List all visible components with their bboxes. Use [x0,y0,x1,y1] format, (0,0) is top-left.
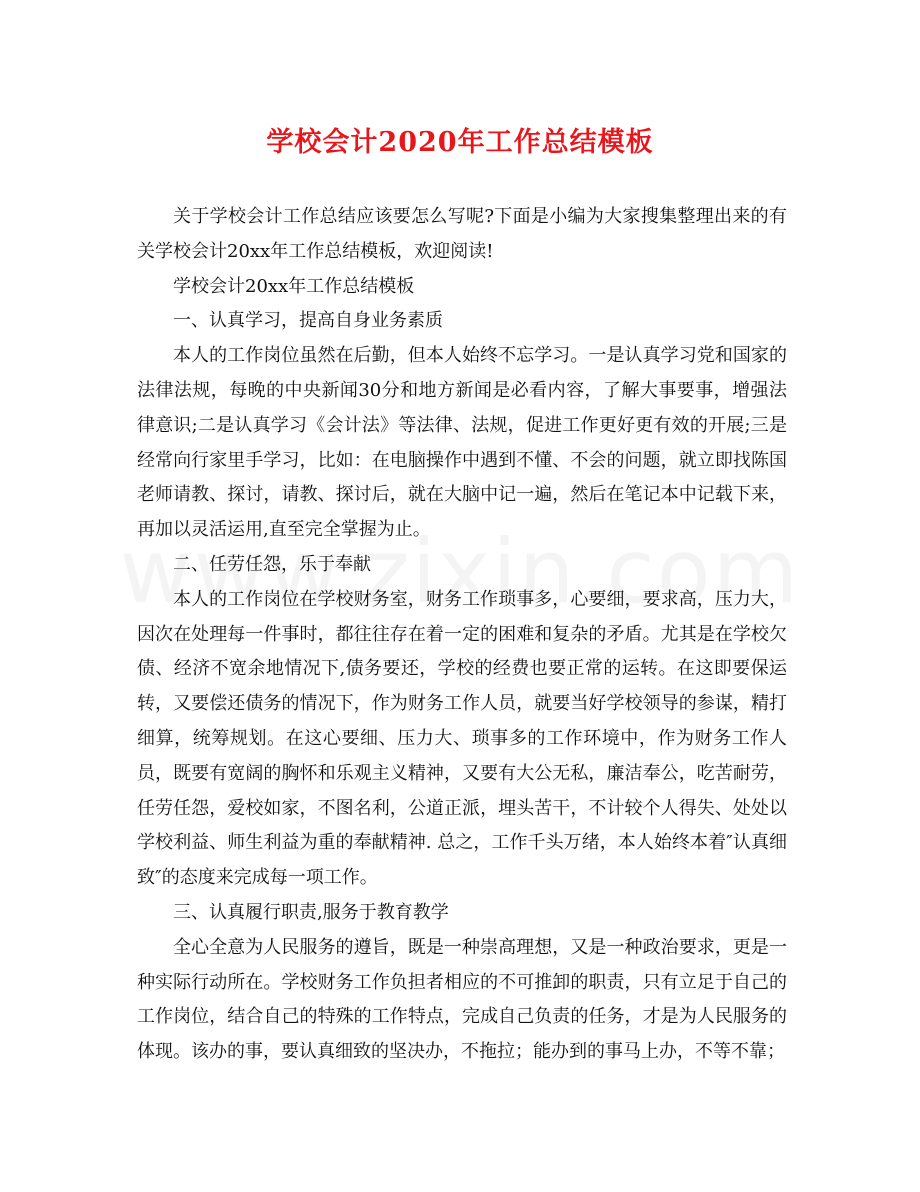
paragraph-subtitle: 学校会计20xx年工作总结模板 [173,275,415,297]
paragraph-section-1: 本人的工作岗位虽然在后勤，但本人始终不忘学习。一是认真学习党和国家的法律法规，每晚的中央新闻30分和地方新闻是必看内容，了解大事要事，增强法律意识;二是认真学习《会计法》等法律、法规，促进工作更好更有效的开展;三是经常向行家里手学习，比如：在电脑操作中遇到不懂、不会的问题，就立即找陈国老师请教、探讨，请教、探讨后，就在大脑中记一遍，然后在笔记本中记载下来，再加以灵活运用,直至完全掌握为止。 [137,345,787,541]
document-body [137,200,787,1070]
paragraph-section-3: 全心全意为人民服务的遵旨，既是一种崇高理想，又是一种政治要求，更是一种实际行动所在。学校财务工作负担者相应的不可推卸的职责，只有立足于自己的工作岗位，结合自己的特殊的工作特点，完成自己负责的任务，才是为人民服务的体现。该办的事，要认真细致的坚决办，不拖拉；能办到的事马上办，不等不靠； [137,936,787,1063]
section-heading-3: 三、认真履行职责,服务于教育教学 [173,901,449,923]
section-heading-1: 一、认真学习，提高自身业务素质 [173,310,443,332]
paragraph-section-2: 本人的工作岗位在学校财务室，财务工作琐事多，心要细，要求高，压力大，因次在处理每一件事时，都往往存在着一定的困难和复杂的矛盾。尤其是在学校欠债、经济不宽余地情况下,债务要还，学校的经费也要正常的运转。在这即要保运转，又要偿还债务的情况下，作为财务工作人员，就要当好学校领导的参谋，精打细算，统筹规划。在这心要细、压力大、琐事多的工作环境中，作为财务工作人员，既要有宽阔的胸怀和乐观主义精神，又要有大公无私，廉洁奉公，吃苦耐劳，任劳任怨，爱校如家，不图名利，公道正派，埋头苦干，不计较个人得失、处处以学校利益、师生利益为重的奉献精神. 总之，工作千头万绪，本人始终本着″认真细致″的态度来完成每一项工作。 [137,588,787,889]
paragraph-intro: 关于学校会计工作总结应该要怎么写呢?下面是小编为大家搜集整理出来的有关学校会计20xx年工作总结模板，欢迎阅读! [137,206,787,262]
section-heading-2: 二、任劳任怨，乐于奉献 [173,553,371,575]
document-title: 学校会计2020年工作总结模板 [266,127,654,158]
